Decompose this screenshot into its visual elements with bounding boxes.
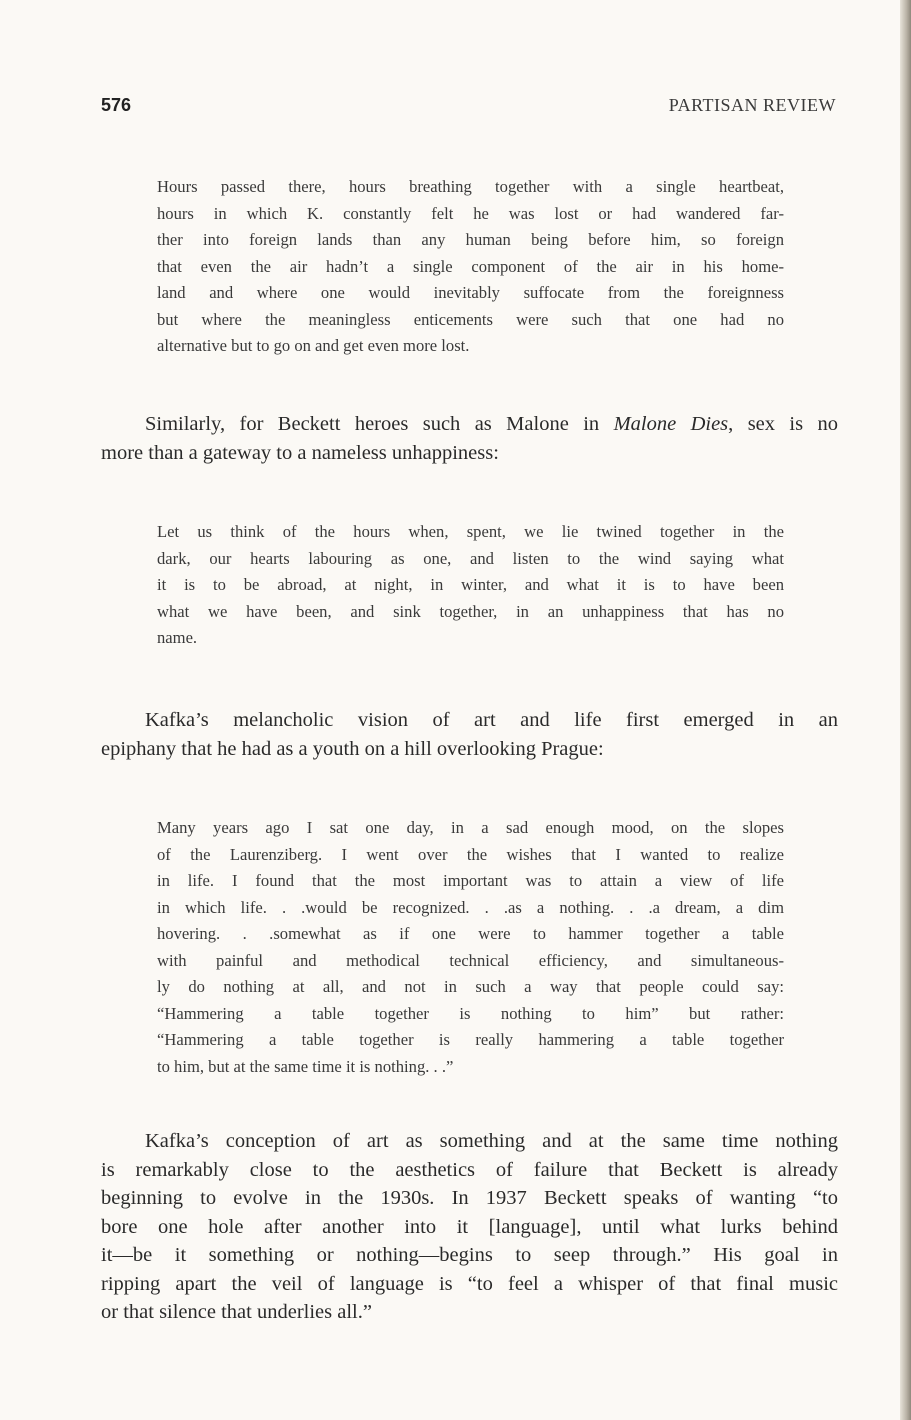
paragraph-beckett-malone: [101, 410, 838, 467]
quote-line: hours in which K. constantly felt he was lost or had wandered far-: [157, 203, 784, 223]
block-quote-laurenziberg: [157, 815, 784, 1080]
quote-line: alternative but to go on and get even more lost.: [157, 336, 470, 355]
quote-line: dark, our hearts labouring as one, and listen to the wind saying what: [157, 548, 784, 568]
quote-line: Let us think of the hours when, spent, we lie twined together in the: [157, 522, 784, 541]
quote-line: that even the air hadn’t a single component of the air in his home-: [157, 256, 784, 276]
paragraph-line: [101, 410, 838, 439]
paragraph-aesthetics-of-failure: [101, 1127, 838, 1327]
quote-line: land and where one would inevitably suffocate from the foreignness: [157, 283, 784, 302]
quote-line: in life. I found that the most important was to attain a view of life: [157, 871, 784, 890]
block-quote-malone-dies: [157, 519, 784, 652]
quote-line: but where the meaningless enticements were such that one had no: [157, 309, 784, 329]
quote-line: name.: [157, 628, 198, 647]
paragraph-line: beginning to evolve in the 1930s. In 1937 Beckett speaks of wanting “to: [101, 1187, 838, 1209]
quote-line: with painful and methodical technical efficiency, and simultaneous-: [157, 950, 784, 970]
paragraph-line: is remarkably close to the aesthetics of failure that Beckett is already: [101, 1158, 838, 1181]
paragraph-kafka-vision: [101, 706, 838, 763]
paragraph-text: Similarly, for Beckett heroes such as Malone in: [145, 413, 614, 435]
paragraph-line: or that silence that underlies all.”: [101, 1301, 372, 1323]
quote-line: to him, but at the same time it is nothing. . .”: [157, 1056, 454, 1076]
paragraph-text: , sex is no: [728, 413, 839, 435]
page-number: 576: [101, 95, 132, 115]
paragraph-line: it—be it something or nothing—begins to seep through.” His goal in: [101, 1244, 838, 1266]
running-head: PARTISAN REVIEW: [668, 95, 836, 115]
paragraph-line: Kafka’s conception of art as something and at the same time nothing: [145, 1130, 838, 1152]
quote-line: Hours passed there, hours breathing together with a single heartbeat,: [157, 177, 784, 196]
quote-line: “Hammering a table together is really hammering a table together: [157, 1030, 784, 1049]
paragraph-line: bore one hole after another into it [language], until what lurks behind: [101, 1215, 838, 1238]
block-quote-kafka-castle: [157, 174, 784, 360]
quote-line: of the Laurenziberg. I went over the wishes that I wanted to realize: [157, 844, 784, 864]
paragraph-line: ripping apart the veil of language is “to feel a whisper of that final music: [101, 1272, 838, 1295]
paragraph-line: more than a gateway to a nameless unhappiness:: [101, 441, 499, 464]
quote-line: it is to be abroad, at night, in winter, and what it is to have been: [157, 575, 784, 594]
quote-line: “Hammering a table together is nothing to him” but rather:: [157, 1003, 784, 1023]
quote-line: Many years ago I sat one day, in a sad enough mood, on the slopes: [157, 818, 784, 837]
paragraph-line: epiphany that he had as a youth on a hill overlooking Prague:: [101, 737, 604, 760]
quote-line: in which life. . .would be recognized. . .as a nothing. . .a dream, a dim: [157, 897, 784, 917]
quote-line: what we have been, and sink together, in an unhappiness that has no: [157, 601, 784, 621]
quote-line: hovering. . .somewhat as if one were to hammer together a table: [157, 924, 784, 943]
book-title: Malone Dies: [613, 413, 729, 435]
quote-line: ly do nothing at all, and not in such a way that people could say:: [157, 977, 784, 996]
quote-line: ther into foreign lands than any human being before him, so foreign: [157, 230, 784, 249]
page-edge-shadow: [900, 0, 911, 1420]
paragraph-line: Kafka’s melancholic vision of art and life first emerged in an: [145, 709, 838, 731]
